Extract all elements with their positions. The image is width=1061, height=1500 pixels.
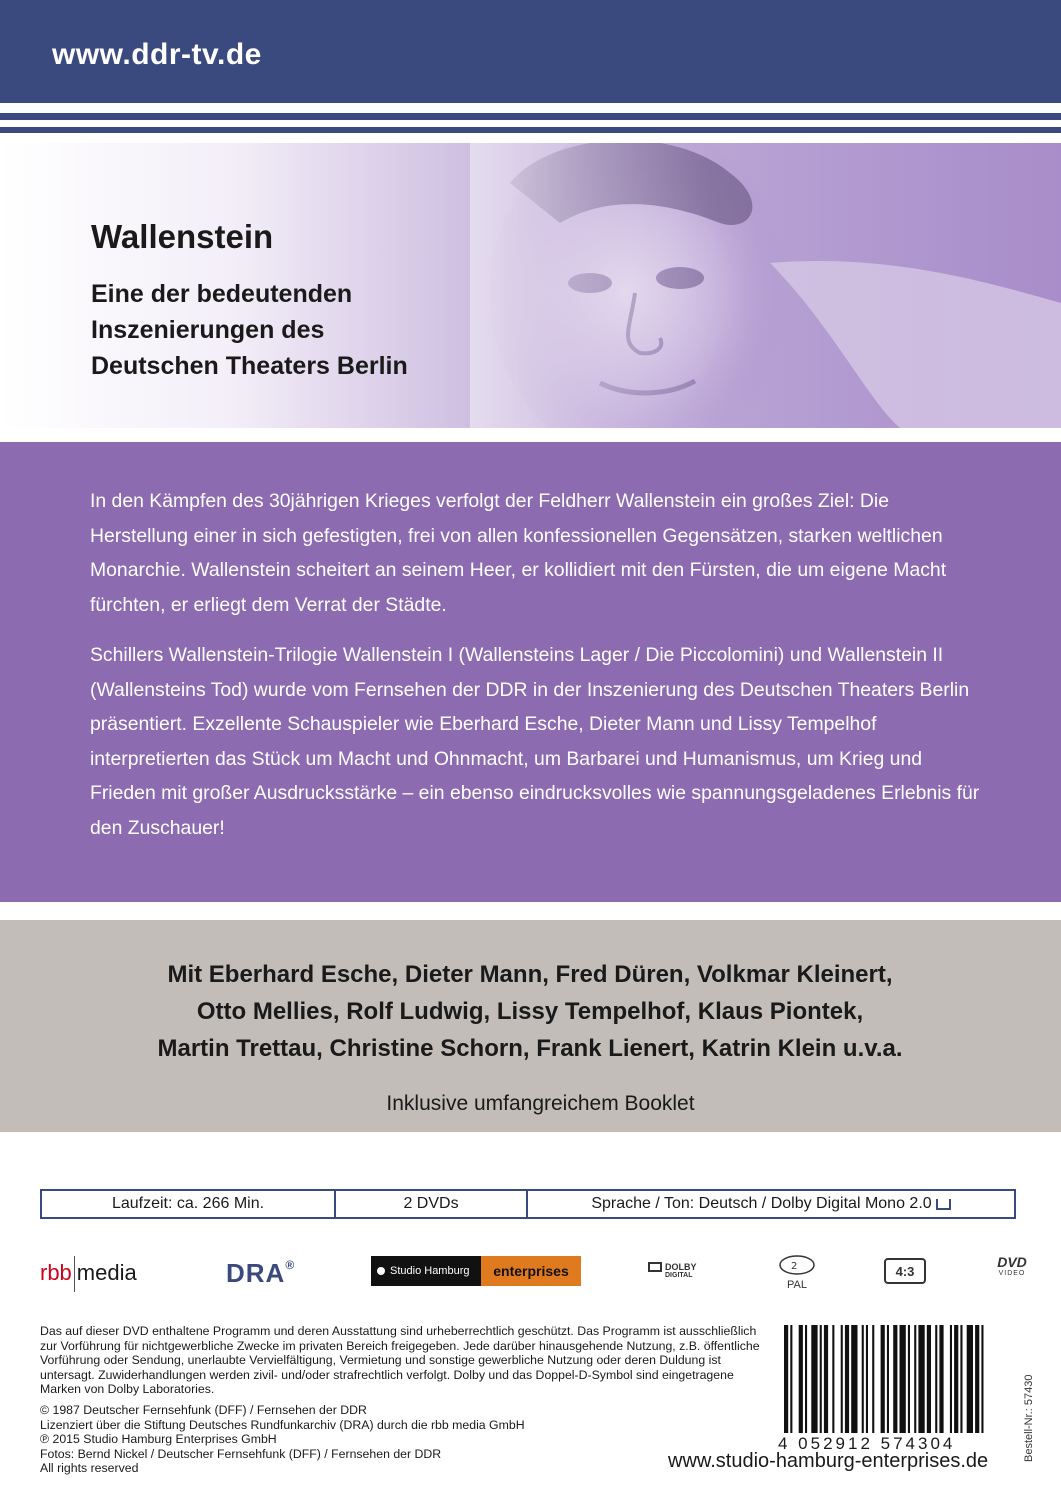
copyright-credits xyxy=(40,1403,640,1476)
barcode-bar xyxy=(927,1325,931,1433)
barcode-bar xyxy=(851,1325,857,1433)
pal-text: PAL xyxy=(787,1279,807,1291)
enterprises-text: enterprises xyxy=(481,1256,581,1286)
studio-hamburg-dot-icon xyxy=(377,1267,385,1275)
ean-barcode xyxy=(778,1325,1028,1435)
barcode-bar xyxy=(862,1325,864,1433)
hero-title: Wallenstein xyxy=(91,218,274,255)
registered-icon: ® xyxy=(285,1258,296,1272)
credit-line: Lizenziert über die Stiftung Deutsches Rundfunkarchiv (DRA) durch die rbb media GmbH xyxy=(40,1417,525,1432)
studio-hamburg-text: Studio Hamburg xyxy=(390,1265,470,1277)
dolby-double-d-icon xyxy=(648,1262,662,1272)
description-paragraph: Schillers Wallenstein-Trilogie Wallenstein I (Wallensteins Lager / Die Piccolomini) und Wallenstein II (Wallensteins Tod) wurde vom Fernsehen der DDR in der Inszenierung des Deutschen Theaters Berlin präsentiert. Exzellente Schauspieler wie Eberhard Esche, Dieter Mann und Lissy Tempelhof interpretierten das Stück um Macht und Ohnmacht, um Barbarei und Humanismus, um Krieg und Frieden mit großer Ausdrucksstärke – ein ebenso eindrucksvolles wie spannungsgeladenes Erlebnis für den Zuschauer! xyxy=(90,644,980,839)
barcode-bar xyxy=(841,1325,843,1433)
credit-line: Fotos: Bernd Nickel / Deutscher Fernsehfunk (DFF) / Fernsehen der DDR xyxy=(40,1446,442,1461)
cast-list xyxy=(90,956,970,1067)
order-number: Bestell-Nr.: 57430 xyxy=(1023,1374,1035,1462)
barcode-bar xyxy=(784,1325,788,1433)
barcode-bar xyxy=(908,1325,910,1433)
legal-notice xyxy=(40,1324,772,1407)
barcode-bar xyxy=(820,1325,822,1433)
credit-line: © 1987 Deutscher Fernsehfunk (DFF) / Fernsehen der DDR xyxy=(40,1403,367,1417)
dolby-text: DOLBY xyxy=(665,1262,697,1272)
barcode-bar xyxy=(893,1325,897,1433)
aspect-ratio-badge: 4:3 xyxy=(884,1258,926,1284)
barcode-bar xyxy=(805,1325,807,1433)
credit-line: All rights reserved xyxy=(40,1461,139,1476)
dra-logo xyxy=(226,1258,295,1289)
pal-region-logo xyxy=(772,1254,822,1290)
actor-portrait-image xyxy=(470,143,1061,428)
svg-text:2: 2 xyxy=(791,1261,798,1272)
dra-logo-text: DRA xyxy=(226,1258,286,1288)
barcode-bar xyxy=(811,1325,817,1433)
barcode-bar xyxy=(832,1325,834,1433)
dolby-digital-logo xyxy=(648,1262,710,1284)
runtime-label: Laufzeit: ca. 266 Min. xyxy=(42,1191,336,1217)
studio-hamburg-url[interactable]: www.studio-hamburg-enterprises.de xyxy=(668,1450,989,1472)
barcode-bar xyxy=(845,1325,849,1433)
hero-subtitle xyxy=(91,276,511,384)
cast-line: Martin Trettau, Christine Schorn, Frank Lienert, Katrin Klein u.v.a. xyxy=(157,1035,903,1062)
dvd-logo-text: DVD xyxy=(997,1254,1027,1270)
hero-subtitle-line: Eine der bedeutenden xyxy=(91,280,353,308)
barcode-bar xyxy=(935,1325,937,1433)
barcode-bar xyxy=(790,1325,792,1433)
studio-hamburg-logo-left xyxy=(371,1256,481,1286)
hero-subtitle-line: Deutschen Theaters Berlin xyxy=(91,352,408,380)
header-stripe xyxy=(0,113,1061,120)
barcode-bar xyxy=(918,1325,924,1433)
barcode-bar xyxy=(866,1325,868,1433)
rbb-logo-divider xyxy=(74,1256,75,1292)
studio-hamburg-logo xyxy=(371,1256,581,1286)
region-2-globe-icon xyxy=(777,1254,817,1276)
mono-icon xyxy=(936,1199,951,1210)
header-stripe xyxy=(0,103,1061,113)
discs-label: 2 DVDs xyxy=(336,1191,528,1217)
barcode-bar xyxy=(975,1325,979,1433)
rbb-media-logo xyxy=(40,1256,137,1292)
dvd-video-logo xyxy=(992,1254,1032,1277)
info-bar xyxy=(40,1189,1016,1219)
dvd-video-text: VIDEO xyxy=(998,1270,1026,1277)
order-number-container xyxy=(1023,1322,1037,1462)
dolby-digital-text: DIGITAL xyxy=(665,1272,693,1279)
barcode-bar xyxy=(872,1325,874,1433)
barcode-bar xyxy=(799,1325,803,1433)
barcode-bar xyxy=(981,1325,983,1433)
barcode-bar xyxy=(967,1325,973,1433)
language-text: Sprache / Ton: Deutsch / Dolby Digital Mono 2.0 xyxy=(591,1195,932,1212)
credit-line: ℗ 2015 Studio Hamburg Enterprises GmbH xyxy=(40,1432,277,1447)
language-label xyxy=(528,1191,1014,1217)
barcode-number: 4 052912 574304 xyxy=(778,1434,956,1453)
barcode-bar xyxy=(914,1325,916,1433)
header-stripe xyxy=(0,127,1061,133)
barcode-bar xyxy=(900,1325,906,1433)
site-url[interactable]: www.ddr-tv.de xyxy=(52,38,262,71)
barcode-bar xyxy=(887,1325,889,1433)
barcode-bar xyxy=(881,1325,885,1433)
barcode-bar xyxy=(824,1325,828,1433)
rbb-logo-text: rbb xyxy=(40,1259,72,1285)
header-stripe xyxy=(0,120,1061,127)
barcode-bar xyxy=(954,1325,958,1433)
barcode-bar xyxy=(939,1325,943,1433)
cast-line: Mit Eberhard Esche, Dieter Mann, Fred Düren, Volkmar Kleinert, xyxy=(167,961,893,988)
media-logo-text: media xyxy=(76,1259,137,1285)
cast-line: Otto Mellies, Rolf Ludwig, Lissy Tempelhof, Klaus Piontek, xyxy=(196,998,864,1025)
description-text xyxy=(90,484,990,861)
description-paragraph: In den Kämpfen des 30jährigen Krieges verfolgt der Feldherr Wallenstein ein großes Ziel: Die Herstellung einer in sich gefestigten, frei von allen konfessionellen Gegensätzen, starken weltlichen Monarchie. Wallenstein scheitert an seinem Heer, er kollidiert mit den Fürsten, die um eigene Macht fürchten, er erliegt dem Verrat der Städte. xyxy=(90,490,947,616)
legal-paragraph: Das auf dieser DVD enthaltene Programm und deren Ausstattung sind urheberrechtlich geschützt. Das Programm ist ausschließlich zur Vorführung für nichtgewerbliche Zwecke im privaten Bereich freigegeben. Jede darüber hinausgehende Nutzung, z.B. öffentliche Vorführung oder Sendung, unerlaubte Vervielfältigung, Vermietung und sonstige gewerbliche Nutzung oder deren Duldung ist untersagt. Zuwiderhandlungen werden zivil- und/oder strafrechtlich verfolgt. Dolby und das Doppel-D-Symbol sind eingetragene Marken von Dolby Laboratories. xyxy=(40,1324,760,1397)
hero-subtitle-line: Inszenierungen des xyxy=(91,316,325,344)
barcode-bar xyxy=(950,1325,952,1433)
barcode-bar xyxy=(960,1325,962,1433)
booklet-note: Inklusive umfangreichem Booklet xyxy=(386,1092,695,1115)
